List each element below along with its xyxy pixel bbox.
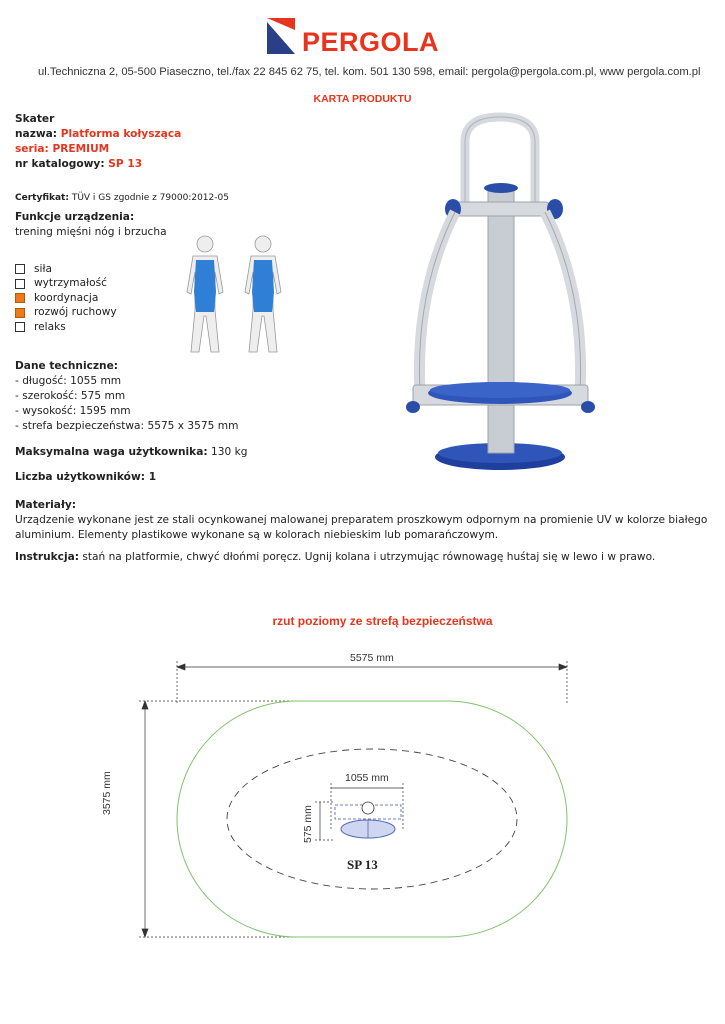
tech-heading: Dane techniczne: — [15, 360, 119, 372]
body-back-figure — [245, 236, 281, 352]
arrow-icon — [177, 664, 185, 670]
product-catalog-number: SP 13 — [108, 158, 143, 170]
product-illustration — [395, 112, 595, 472]
pergola-logo-mark — [265, 16, 297, 56]
function-item-wytrzymalosc — [15, 277, 117, 292]
safety-zone — [177, 701, 567, 937]
certificate-label: Certyfikat: — [15, 193, 69, 203]
checkbox — [15, 322, 25, 332]
tech-length: - długość: 1055 mm — [15, 375, 122, 387]
function-checklist — [15, 262, 117, 335]
plan-length-label: 1055 mm — [345, 772, 389, 784]
checkbox-checked — [15, 293, 25, 303]
certificate-row — [15, 193, 229, 203]
arrow-icon — [559, 664, 567, 670]
tech-safety-zone: - strefa bezpieczeństwa: 5575 x 3575 mm — [15, 420, 239, 432]
checkbox — [15, 279, 25, 289]
users-value: 1 — [148, 471, 157, 483]
floor-plan — [125, 645, 595, 950]
materials-heading: Materiały: — [15, 499, 77, 511]
product-catalog-row — [15, 157, 181, 172]
users-row — [15, 470, 156, 485]
function-label: relaks — [34, 320, 66, 333]
checkbox — [15, 264, 25, 274]
product-name-row — [15, 127, 181, 142]
product-series-label: seria: — [15, 143, 49, 155]
materials-text-line2: aluminium. Elementy plastikowe wykonane są w kolorach niebieskim lub pomarańczowym. — [15, 529, 499, 541]
materials-text-line1: Urządzenie wykonane jest ze stali ocynkowanej malowanej preparatem proszkowym odpornym na promienie UV w kolorze białego — [15, 514, 708, 526]
max-weight-label: Maksymalna waga użytkownika: — [15, 446, 208, 458]
max-weight-value: 130 kg — [210, 446, 248, 458]
function-item-relaks — [15, 320, 117, 335]
max-weight-row — [15, 445, 247, 460]
device-drawing — [406, 117, 595, 470]
function-label: siła — [34, 262, 52, 275]
instruction-row — [15, 550, 655, 565]
functions-heading: Funkcje urządzenia: — [15, 211, 135, 223]
product-info — [15, 112, 181, 172]
plan-height-label: 3575 mm — [101, 771, 113, 815]
muscle-figures — [175, 232, 295, 360]
tech-width: - szerokość: 575 mm — [15, 390, 126, 402]
function-item-sila — [15, 262, 117, 277]
product-series-row — [15, 142, 181, 157]
function-label: wytrzymałość — [34, 277, 107, 290]
plan-depth-label: 575 mm — [302, 805, 314, 843]
function-item-koordynacja — [15, 291, 117, 306]
arrow-icon — [142, 701, 148, 709]
certificate-value: TÜV i GS zgodnie z 79000:2012-05 — [71, 193, 229, 203]
product-name: Platforma kołysząca — [60, 128, 182, 140]
product-type: Skater — [15, 113, 55, 125]
card-title: KARTA PRODUKTU — [313, 93, 412, 105]
plan-width-label: 5575 mm — [350, 652, 394, 664]
plan-product-label: SP 13 — [347, 857, 378, 872]
functions-section — [15, 210, 167, 240]
product-catalog-label: nr katalogowy: — [15, 158, 105, 170]
product-series: PREMIUM — [52, 143, 110, 155]
product-name-label: nazwa: — [15, 128, 58, 140]
checkbox-checked — [15, 308, 25, 318]
device-top-view — [335, 802, 401, 838]
instruction-text: stań na platformie, chwyć dłońmi poręcz. Ugnij kolana i utrzymując równowagę huśtaj się w lewo i w prawo. — [82, 551, 656, 563]
users-label: Liczba użytkowników: — [15, 471, 145, 483]
plan-title: rzut poziomy ze strefą bezpieczeństwa — [272, 614, 493, 628]
tech-height: - wysokość: 1595 mm — [15, 405, 131, 417]
tech-data — [15, 359, 238, 434]
materials-section — [15, 498, 715, 543]
function-item-rozwoj-ruchowy — [15, 306, 117, 321]
instruction-label: Instrukcja: — [15, 551, 79, 563]
arrow-icon — [142, 929, 148, 937]
functions-description: trening mięśni nóg i brzucha — [15, 226, 167, 238]
brand-name: PERGOLA — [302, 27, 440, 57]
function-label: koordynacja — [34, 291, 99, 304]
function-label: rozwój ruchowy — [34, 306, 117, 319]
body-front-figure — [187, 236, 223, 352]
company-address: ul.Techniczna 2, 05-500 Piaseczno, tel./fax 22 845 62 75, tel. kom. 501 130 598, email: pergola@pergola.com.pl, www pergola.com.pl — [38, 66, 701, 78]
